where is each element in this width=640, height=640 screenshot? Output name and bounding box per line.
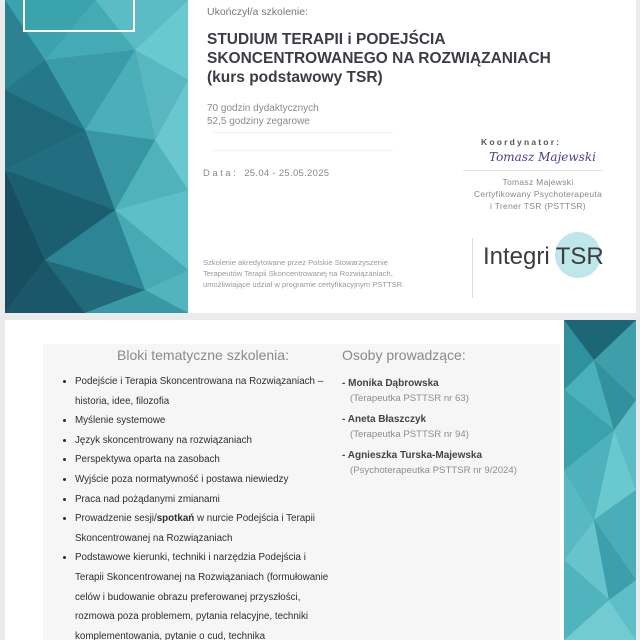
course-dates (203, 168, 329, 179)
instructor-name: - Aneta Błaszczyk (342, 414, 427, 425)
instructor-title: (Psychoterapeutka PSTTSR nr 9/2024) (350, 465, 517, 476)
coordinator-label: Koordynator: (481, 137, 562, 147)
blocks-heading: Bloki tematyczne szkolenia: (117, 347, 289, 363)
topics-list (59, 372, 335, 640)
accreditation-line-3: umożliwiające udział w programie certyfikacyjnym PSTTSR. (203, 280, 405, 289)
instructor (342, 448, 557, 478)
course-title (207, 30, 627, 87)
topic-item: • Podejście i Terapia Skoncentrowana na Rozwiązaniach – historia, idee, filozofia (75, 372, 335, 411)
topic-item: • Perspektywa oparta na zasobach (75, 450, 335, 470)
instructor (342, 412, 557, 442)
date-label: Data: (203, 168, 239, 179)
instructor (342, 376, 557, 406)
certificate-page (5, 0, 636, 313)
course-hours (207, 102, 319, 128)
coordinator-line-2: Certyfikowany Psychoterapeuta (473, 189, 603, 199)
topic-item: • Podstawowe kierunki, techniki i narzędzia Podejścia i Terapii Skoncentrowanej na Rozwiązaniach (formułowanie celów i budowanie obrazu preferowanej przyszłości, rozmowa poza problemem, pytania relacyjne, techniki komplementowania, pytanie o cud, technika (75, 548, 335, 640)
logo-divider (472, 238, 473, 298)
date-value: 25.04 - 25.05.2025 (244, 168, 330, 179)
hours-didactic: 70 godzin dydaktycznych (207, 103, 319, 114)
geometric-teal-sidebar (564, 320, 636, 640)
geometric-teal-background (5, 0, 188, 313)
logo-word-tsr: TSR (555, 243, 604, 270)
hours-clock: 52,5 godziny zegarowe (207, 116, 310, 127)
course-title-line-2: SKONCENTROWANEGO NA ROZWIĄZANIACH (207, 50, 551, 67)
coordinator-details (463, 176, 613, 212)
instructor-title: (Terapeutka PSTTSR nr 63) (350, 393, 469, 404)
coordinator-line-3: i Trener TSR (PSTTSR) (490, 201, 586, 211)
instructor-name: - Monika Dąbrowska (342, 378, 439, 389)
topic-item: • Język skoncentrowany na rozwiązaniach (75, 431, 335, 451)
instructors-list (342, 376, 557, 484)
logo-word-integri: Integri (483, 243, 550, 270)
accreditation-note (203, 257, 433, 290)
course-title-line-1: STUDIUM TERAPII i PODEJŚCIA (207, 31, 446, 48)
instructor-title: (Terapeutka PSTTSR nr 94) (350, 429, 469, 440)
accreditation-line-1: Szkolenie akredytowane przez Polskie Stowarzyszenie (203, 258, 388, 267)
completed-label: Ukończył/a szkolenie: (207, 6, 308, 18)
instructor-name: - Agnieszka Turska-Majewska (342, 450, 483, 461)
topic-item: • Wyjście poza normatywność i postawa niewiedzy (75, 470, 335, 490)
topic-emphasis: spotkań (156, 513, 195, 525)
coordinator-signature: Tomasz Majewski (489, 150, 596, 164)
topic-item: • Praca nad pożądanymi zmianami (75, 490, 335, 510)
program-page (5, 320, 636, 640)
coordinator-line-1: Tomasz Majewski (502, 177, 574, 187)
faint-divider (213, 150, 393, 151)
topic-item: • Myślenie systemowe (75, 411, 335, 431)
instructors-heading: Osoby prowadzące: (342, 347, 466, 363)
integritsr-logo (483, 240, 604, 274)
top-decorative-box (23, 0, 135, 32)
signature-line (463, 170, 603, 171)
accreditation-line-2: Terapeutów Terapii Skoncentrowanej na Rozwiązaniach, (203, 269, 393, 278)
course-title-line-3: (kurs podstawowy TSR) (207, 69, 383, 86)
faint-divider (213, 132, 393, 133)
topic-item: • Prowadzenie sesji/spotkań w nurcie Podejścia i Terapii Skoncentrowanej na Rozwiązaniach (75, 509, 335, 548)
